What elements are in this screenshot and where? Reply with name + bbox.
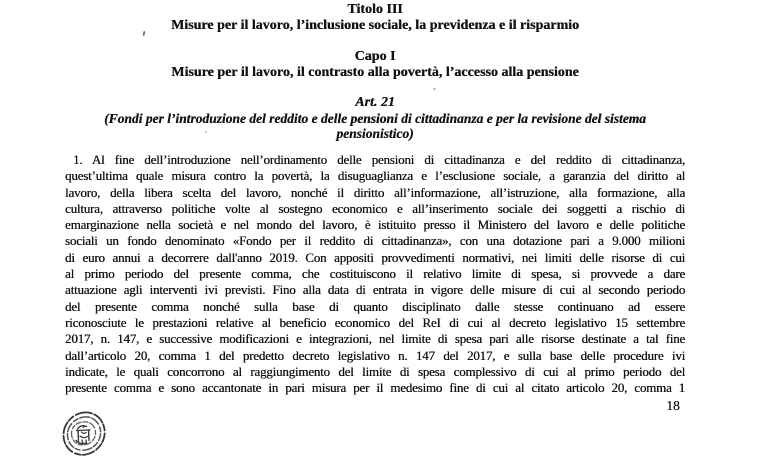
body-line: cultura, attraverso politiche volte al sostegno economico e all’inserimento sociale dei soggetti a rischio di (65, 200, 685, 216)
articolo-rubrica-line1: (Fondi per l’introduzione del reddito e delle pensioni di cittadinanza e per la revisione del sistema (104, 111, 646, 126)
capo-heading (65, 49, 685, 81)
body-line: sociali un fondo denominato «Fondo per il reddito di cittadinanza», con una dotazione pari a 9.000 milioni (65, 233, 685, 249)
body-line: attuazione agli interventi ivi previsti. Fino alla data di entrata in vigore delle misure di cui al secondo periodo (65, 282, 685, 298)
article-body-paragraph (65, 152, 685, 396)
titolo-subtitle: Misure per il lavoro, l’inclusione sociale, la previdenza e il risparmio (170, 18, 580, 33)
body-line: al primo periodo del presente comma, che costituiscono il relativo limite di spesa, si provvede a dare (65, 266, 685, 282)
body-line: riconosciute le prestazioni relative al beneficio economico del ReI di cui al decreto legislativo 15 settembre (65, 314, 685, 330)
body-line: emarginazione nella società e nel mondo del lavoro, è istituito presso il Ministero del lavoro e delle politiche (65, 217, 685, 233)
body-line: 1. Al fine dell’introduzione nell’ordinamento delle pensioni di cittadinanza e del reddito di cittadinanza, (73, 152, 685, 167)
scan-speck (205, 131, 207, 133)
body-line: del presente comma nonché sulla base di quanto disciplinato dalle stesse continuano ad essere (65, 298, 685, 314)
capo-label: Capo I (354, 49, 396, 64)
page-number: 18 (666, 398, 680, 413)
articolo-heading (65, 95, 685, 141)
ink-stamp-seal-icon (59, 409, 109, 459)
scan-speck (433, 88, 436, 90)
articolo-label: Art. 21 (355, 95, 395, 110)
capo-subtitle: Misure per il lavoro, il contrasto alla povertà, l’accesso alla pensione (171, 65, 579, 80)
titolo-label: Titolo III (347, 2, 403, 17)
body-line: lavoro, della libera scelta del lavoro, nonché il diritto all’informazione, all’istruzione, alla formazione, alla (65, 184, 685, 200)
body-line: 2017, n. 147, e successive modificazioni e integrazioni, nel limite di spesa pari alle risorse destinate a tal fine (65, 331, 685, 347)
body-line: quest’ultima quale misura contro la povertà, la disuguaglianza e l’esclusione sociale, a garanzia del diritto al (65, 168, 685, 184)
articolo-rubrica-line2: pensionistico) (336, 126, 414, 142)
body-line: indicate, le quali concorrono al raggiungimento del limite di spesa complessivo di cui al primo periodo del (65, 363, 685, 379)
body-line: dall’articolo 20, comma 1 del predetto decreto legislativo n. 147 del 2017, e sulla base delle procedure ivi (65, 347, 685, 363)
body-line: di euro annui a decorrere dall'anno 2019. Con appositi provvedimenti normativi, nei limiti delle risorse di cui (65, 249, 685, 265)
titolo-heading (65, 2, 685, 34)
body-line: presente comma e sono accantonate in pari misura per il medesimo fine di cui al citato articolo 20, comma 1 (65, 380, 685, 396)
